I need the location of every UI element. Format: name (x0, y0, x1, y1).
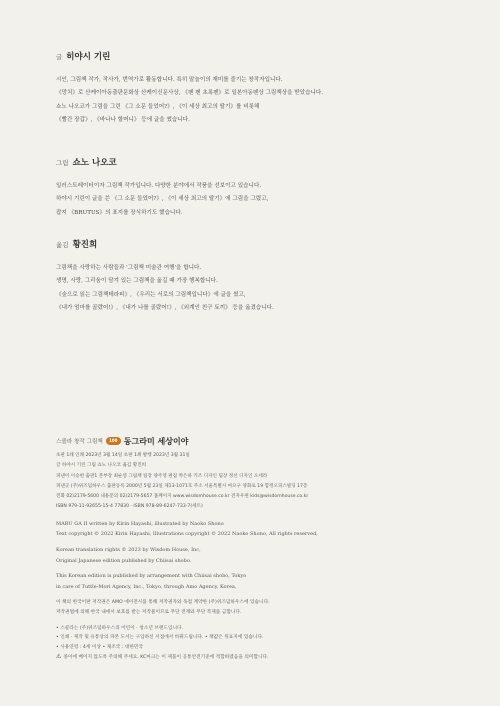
publication-details (56, 451, 456, 513)
bio-name: 쇼노 나오코 (72, 158, 117, 168)
warning-text: 종이에 베이지 않도록 주의해 주세요. KC마크는 이 제품이 공통안전기준에 적합하였음을 의미합니다. (63, 655, 269, 661)
colophon-line: 펴낸곳 (주)위즈덤하우스 출판등록 2000년 5월 23일 제13-1071호 주소 서울특별시 마포구 양화로 19 합정오피스빌딩 17층 (56, 483, 308, 489)
bio-role: 글 (56, 53, 63, 61)
bullet-line: • 인쇄 · 제작 및 유통상의 파본 도서는 구입하신 서점에서 바꿔드립니다. • 책값은 뒤표지에 있습니다. (56, 635, 264, 641)
english-line: This Korean edition is published by arrangement with Chiisai shobo, Tokyo (56, 573, 247, 580)
bio-line: 하야시 기린이 글을 쓴 《그 소문 들었어?》, 《이 세상 최고의 딸기》에 그림을 그렸고, (56, 196, 269, 203)
english-line: Text copyright © 2022 Kirin Hayashi, Illustrations copyright © 2022 Naoko Shono, All rights reserved, (56, 531, 318, 538)
bio-name: 황진희 (72, 240, 98, 250)
series-name: 스콜라 창작 그림책 (56, 439, 103, 445)
bio-line: 시인, 그림책 작가, 작사가, 번역가로 활동합니다. 특히 말놀이의 재미를 즐기는 창작자입니다. (56, 77, 283, 83)
colophon-line: 글 하야시 기린 그림 쇼노 나오코 옮김 황진희 (56, 463, 147, 469)
bio-line: 생명, 사랑, 그리움이 담겨 있는 그림책을 옮길 때 가장 행복합니다. (56, 278, 218, 285)
bio-role: 그림 (56, 159, 69, 167)
bullet-line: • 사용연령 : 4세 이상 • 제조국 : 대한민국 (56, 644, 143, 650)
bio-heading (56, 156, 456, 168)
warning-triangle-icon: ⚠ (56, 653, 62, 661)
bio-heading (56, 50, 456, 62)
colophon (56, 434, 456, 663)
english-copyright (56, 519, 456, 593)
colophon-line: 전화 02)2179-5600 내용문의 02)2179-5657 홈페이지 www.wisdomhouse.co.kr 전자우편 kids@wisdomhouse.co.kr (56, 494, 309, 500)
notice-line: 이 책의 한국어판 저작권은 AMO 에이전시를 통해 저작권자와 독점 계약한 (주)위즈덤하우스에 있습니다. (56, 600, 270, 606)
book-title: 동그라미 세상이야 (123, 436, 189, 446)
colophon-line: 펴낸이 이승현 출판1 본부장 최순영 그림책 팀장 양주영 편집 박은하 키즈 디자인 팀장 정선 디자인 오세라 (56, 473, 268, 479)
bio-line: 쇼노 나오코가 그림을 그린 《그 소문 들었어?》, 《이 세상 최고의 딸기》를 비롯해 (56, 103, 260, 110)
colophon-line: 초판 1쇄 인쇄 2023년 3월 14일 초판 1쇄 발행 2023년 3월 31일 (56, 453, 190, 458)
bio-heading (56, 238, 456, 250)
colophon-line: ISBN 979-11-92655-15-4 77830 · ISBN 978-89-6247-733-7(세트) (56, 504, 203, 510)
bio-line: 일러스트레이터이자 그림책 작가입니다. 다양한 분야에서 작품을 선보이고 있습니다. (56, 183, 262, 189)
notice-bullets (56, 624, 456, 663)
bio-line: 《빨간 장갑》, 《바나나 할머니》 등에 글을 썼습니다. (56, 117, 190, 124)
translator-bio (56, 238, 456, 316)
bio-line: 잡지 《BRUTUS》의 표지를 장식하기도 했습니다. (56, 209, 183, 216)
series-title-line (56, 434, 456, 448)
bio-role: 옮김 (56, 241, 69, 249)
korean-notice (56, 598, 456, 617)
bio-line: 《숲으로 읽는 그림책테라피》, 《우리는 서로의 그림책입니다》에 글을 썼고, (56, 291, 246, 298)
english-line: MARU GA II written by Kirin Hayashi, illustrated by Naoko Shono (56, 520, 224, 527)
english-line: Original Japanese edition published by Chiisai shobo. (56, 557, 192, 564)
bullet-line: • 스콜라는 (주)위즈덤하우스의 어린이 · 청소년 브랜드입니다. (56, 625, 184, 631)
notice-line: 저작권법에 의해 한국 내에서 보호를 받는 저작물이므로 무단 전재와 무단 복제를 금합니다. (56, 609, 242, 615)
english-line: Korean translation rights © 2023 by Wisdom House, Inc, (56, 546, 201, 553)
bio-line: 《내가 엄마를 골랐어!》, 《내가 나를 골랐어!》, 《외계인 친구 토끼》 등을 옮겼습니다. (56, 305, 274, 312)
author-bio (56, 50, 456, 128)
illustrator-bio (56, 156, 456, 220)
bio-line: 그림책을 사랑하는 사람들과 '그림책 미술관 여행'을 합니다. (56, 265, 202, 271)
warning-line (56, 652, 456, 663)
bio-name: 히야시 기린 (66, 52, 111, 62)
english-line: in care of Tuttle-Mori Agency, Inc., Tokyo, through Amo Agency, Korea, (56, 583, 237, 590)
bio-line: 《망치》로 산케이아동출판문화상 산케이신문사상, 《펜 펜 초록펜》로 일본아동펜상 그림책상을 받았습니다. (56, 90, 324, 97)
series-badge: 100 (106, 437, 121, 445)
